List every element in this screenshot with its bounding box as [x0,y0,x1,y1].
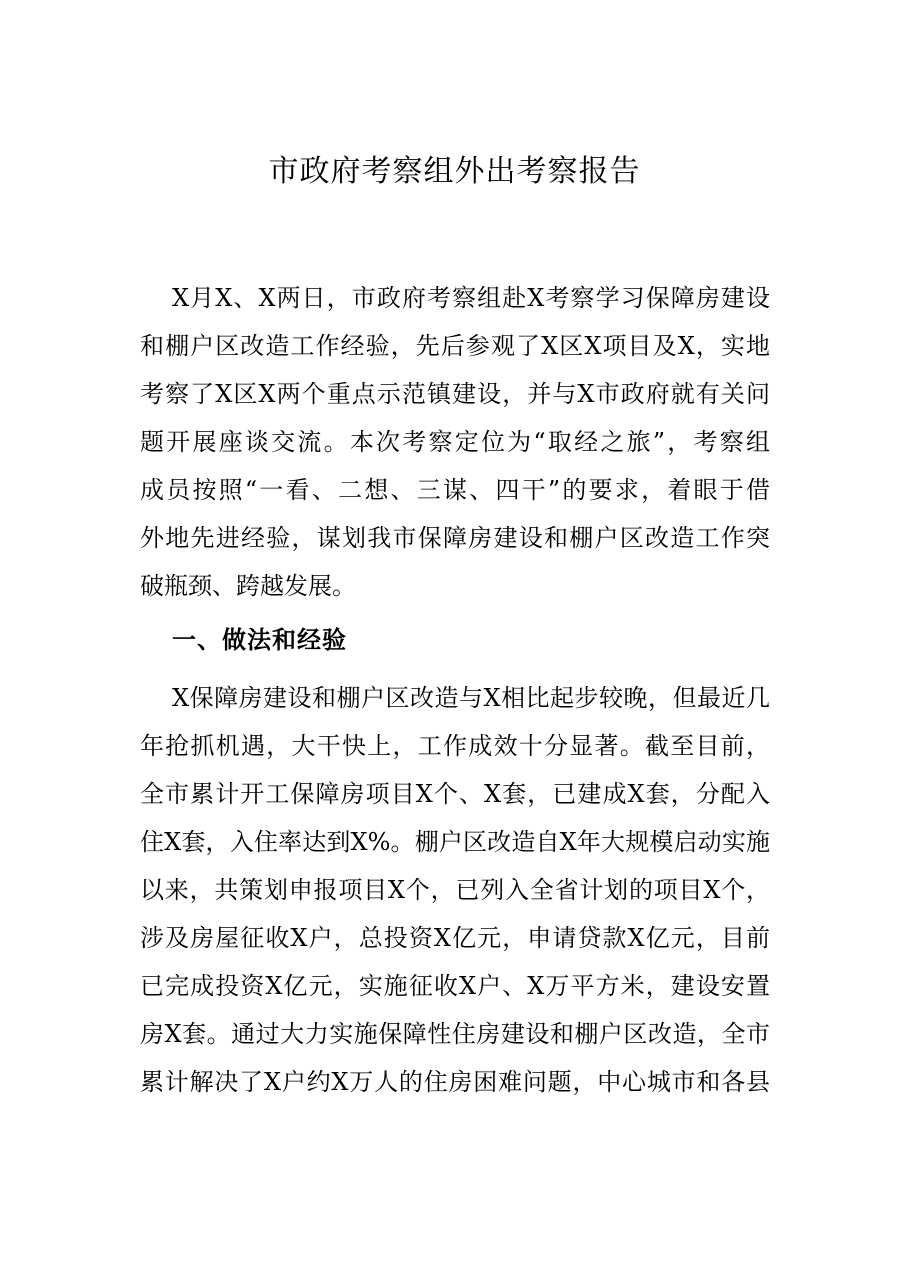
intro-line-4: 题开展座谈交流。本次考察定位为“取经之旅”，考察组 [140,428,770,456]
section-line-7: 已完成投资X亿元，实施征收X户、X万平方米，建设安置 [140,972,770,1000]
intro-line-1: X月X、X两日，市政府考察组赴X考察学习保障房建设 [172,284,770,312]
section-line-3: 全市累计开工保障房项目X个、X套，已建成X套，分配入 [140,780,770,808]
section-line-5: 以来，共策划申报项目X个，已列入全省计划的项目X个， [140,876,770,904]
intro-line-7: 破瓶颈、跨越发展。 [140,572,356,600]
intro-line-5: 成员按照“一看、二想、三谋、四干”的要求，着眼于借 [140,476,770,504]
section-line-8: 房X套。通过大力实施保障性住房建设和棚户区改造，全市 [140,1020,770,1048]
section-line-2: 年抢抓机遇，大干快上，工作成效十分显著。截至目前， [140,732,770,760]
section-line-4: 住X套，入住率达到X%。棚户区改造自X年大规模启动实施 [140,828,770,856]
section-heading: 一、做法和经验 [172,626,347,654]
section-line-6: 涉及房屋征收X户，总投资X亿元，申请贷款X亿元，目前 [140,924,770,952]
intro-line-2: 和棚户区改造工作经验，先后参观了X区X项目及X，实地 [140,332,770,360]
intro-line-3: 考察了X区X两个重点示范镇建设，并与X市政府就有关问 [140,380,770,408]
section-line-1: X保障房建设和棚户区改造与X相比起步较晚，但最近几 [172,684,770,712]
document-title: 市政府考察组外出考察报告 [268,154,641,189]
intro-line-6: 外地先进经验，谋划我市保障房建设和棚户区改造工作突 [140,524,770,552]
section-line-9: 累计解决了X户约X万人的住房困难问题，中心城市和各县 [140,1068,770,1096]
